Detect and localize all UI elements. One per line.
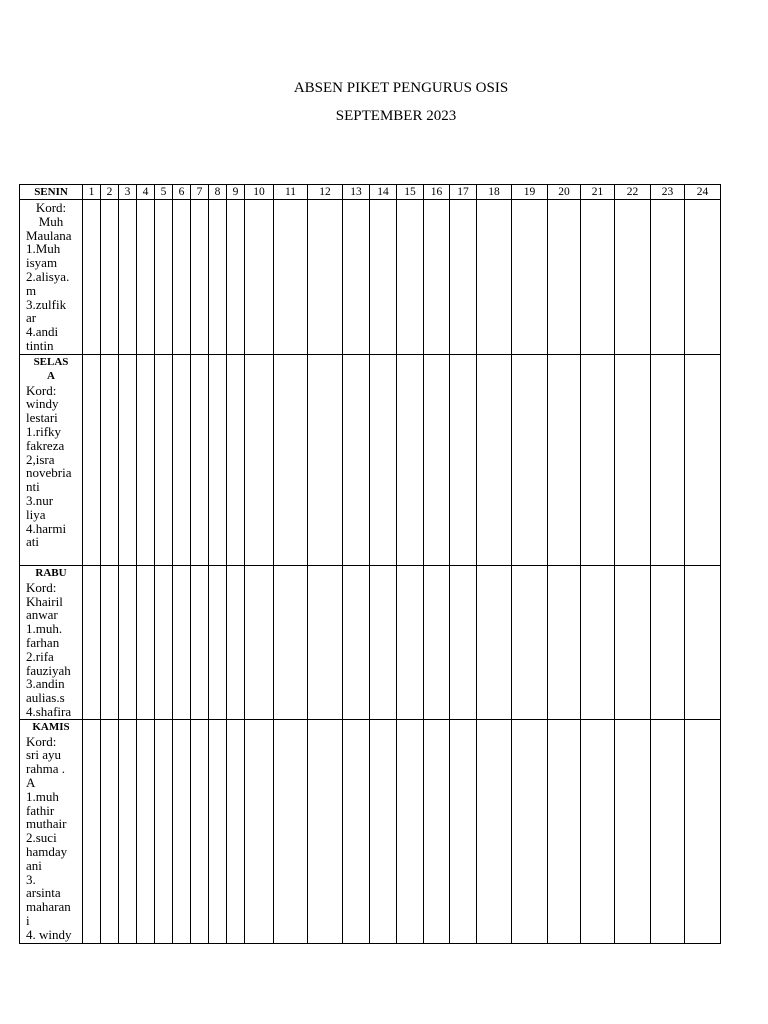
member-line: farhan [26, 634, 60, 650]
attendance-cell[interactable] [397, 566, 424, 720]
member-line: windy [26, 396, 59, 412]
column-header-10: 10 [245, 185, 274, 200]
day-cell [20, 355, 83, 566]
member-line: ani [26, 857, 42, 873]
attendance-cell[interactable] [477, 719, 512, 943]
day-row [20, 200, 721, 355]
member-line: 1.muh [26, 788, 59, 804]
member-line: ar [26, 310, 37, 326]
attendance-cell[interactable] [651, 200, 685, 355]
attendance-cell[interactable] [685, 719, 721, 943]
document-subtitle: SEPTEMBER 2023 [335, 108, 457, 124]
attendance-cell[interactable] [137, 355, 155, 566]
attendance-cell[interactable] [450, 566, 477, 720]
attendance-cell[interactable] [155, 200, 173, 355]
day-row [20, 355, 721, 566]
attendance-cell[interactable] [308, 355, 343, 566]
column-header-12: 12 [308, 185, 343, 200]
attendance-cell[interactable] [137, 566, 155, 720]
attendance-cell[interactable] [245, 200, 274, 355]
column-header-6: 6 [173, 185, 191, 200]
attendance-cell[interactable] [119, 719, 137, 943]
attendance-cell[interactable] [137, 200, 155, 355]
attendance-cell[interactable] [173, 200, 191, 355]
attendance-cell[interactable] [119, 566, 137, 720]
column-header-2: 2 [101, 185, 119, 200]
column-header-7: 7 [191, 185, 209, 200]
member-line: Muh [38, 213, 64, 229]
day-cell [20, 200, 83, 355]
member-line: hamday [26, 843, 68, 859]
member-line: m [26, 282, 37, 298]
attendance-cell[interactable] [101, 200, 119, 355]
column-header-14: 14 [370, 185, 397, 200]
member-line: 4. windy [26, 926, 72, 942]
attendance-cell[interactable] [137, 719, 155, 943]
attendance-cell[interactable] [424, 355, 450, 566]
column-header-15: 15 [397, 185, 424, 200]
attendance-cell[interactable] [685, 566, 721, 720]
attendance-cell[interactable] [173, 566, 191, 720]
attendance-cell[interactable] [548, 200, 581, 355]
member-line: 2.alisya. [26, 268, 70, 284]
member-line: 3.andin [26, 676, 65, 692]
member-line: A [26, 774, 36, 790]
column-header-1: 1 [83, 185, 101, 200]
member-line: novebria [26, 465, 72, 481]
attendance-cell[interactable] [512, 719, 548, 943]
member-line: tintin [26, 337, 54, 353]
attendance-cell[interactable] [548, 355, 581, 566]
column-header-19: 19 [512, 185, 548, 200]
attendance-cell[interactable] [119, 355, 137, 566]
attendance-cell[interactable] [173, 719, 191, 943]
column-header-20: 20 [548, 185, 581, 200]
attendance-cell[interactable] [370, 200, 397, 355]
column-header-4: 4 [137, 185, 155, 200]
attendance-cell[interactable] [424, 566, 450, 720]
member-line: anwar [26, 607, 58, 623]
day-name: SELASA [33, 356, 69, 382]
attendance-cell[interactable] [615, 719, 651, 943]
attendance-cell[interactable] [191, 355, 209, 566]
attendance-cell[interactable] [155, 719, 173, 943]
attendance-table [19, 184, 721, 944]
attendance-cell[interactable] [615, 566, 651, 720]
member-line: 4.harmi [26, 520, 67, 536]
column-header-23: 23 [651, 185, 685, 200]
attendance-cell[interactable] [397, 200, 424, 355]
member-line: 1.muh. [26, 621, 63, 637]
attendance-cell[interactable] [274, 719, 308, 943]
attendance-cell[interactable] [450, 200, 477, 355]
attendance-cell[interactable] [450, 355, 477, 566]
attendance-cell[interactable] [581, 719, 615, 943]
member-line: ati [26, 534, 39, 550]
column-header-22: 22 [615, 185, 651, 200]
day-row [20, 566, 721, 720]
attendance-cell[interactable] [274, 566, 308, 720]
attendance-cell[interactable] [308, 719, 343, 943]
member-line: aulias.s [26, 690, 65, 706]
attendance-cell[interactable] [343, 566, 370, 720]
attendance-cell[interactable] [245, 355, 274, 566]
attendance-cell[interactable] [548, 719, 581, 943]
attendance-cell[interactable] [308, 200, 343, 355]
column-header-21: 21 [581, 185, 615, 200]
attendance-cell[interactable] [245, 719, 274, 943]
column-header-24: 24 [685, 185, 721, 200]
member-line: Maulana [26, 227, 72, 243]
attendance-cell[interactable] [424, 200, 450, 355]
attendance-cell[interactable] [155, 566, 173, 720]
attendance-cell[interactable] [477, 566, 512, 720]
member-line: 4.shafira [26, 703, 72, 719]
attendance-cell[interactable] [308, 566, 343, 720]
attendance-cell[interactable] [227, 355, 245, 566]
attendance-cell[interactable] [209, 200, 227, 355]
koordinator-label: Kord: [26, 579, 57, 595]
attendance-cell[interactable] [155, 355, 173, 566]
member-line: 3.zulfik [26, 296, 67, 312]
attendance-cell[interactable] [397, 719, 424, 943]
attendance-cell[interactable] [424, 719, 450, 943]
attendance-cell[interactable] [209, 719, 227, 943]
attendance-cell[interactable] [83, 719, 101, 943]
member-line: 1.Muh [26, 241, 61, 257]
column-header-9: 9 [227, 185, 245, 200]
attendance-cell[interactable] [83, 355, 101, 566]
koordinator-label: Kord: [26, 733, 57, 749]
attendance-cell[interactable] [450, 719, 477, 943]
attendance-cell[interactable] [191, 200, 209, 355]
attendance-cell[interactable] [512, 566, 548, 720]
day-cell [20, 719, 83, 943]
attendance-cell[interactable] [370, 566, 397, 720]
member-line: isyam [26, 255, 58, 271]
column-header-8: 8 [209, 185, 227, 200]
member-line: muthair [26, 816, 67, 832]
koordinator-label: Kord: [26, 382, 57, 398]
column-header-5: 5 [155, 185, 173, 200]
attendance-cell[interactable] [173, 355, 191, 566]
attendance-cell[interactable] [343, 355, 370, 566]
column-header-3: 3 [119, 185, 137, 200]
attendance-cell[interactable] [101, 719, 119, 943]
member-line: Khairil [26, 593, 63, 609]
attendance-cell[interactable] [651, 719, 685, 943]
attendance-cell[interactable] [227, 566, 245, 720]
attendance-cell[interactable] [512, 355, 548, 566]
attendance-cell[interactable] [581, 200, 615, 355]
attendance-cell[interactable] [615, 200, 651, 355]
member-line: 2.suci [26, 830, 57, 846]
attendance-cell[interactable] [101, 355, 119, 566]
attendance-cell[interactable] [209, 355, 227, 566]
member-line: fathir [26, 802, 55, 818]
attendance-cell[interactable] [685, 200, 721, 355]
attendance-cell[interactable] [581, 355, 615, 566]
attendance-cell[interactable] [274, 200, 308, 355]
attendance-cell[interactable] [397, 355, 424, 566]
attendance-cell[interactable] [512, 200, 548, 355]
attendance-cell[interactable] [343, 200, 370, 355]
member-line: liya [26, 506, 46, 522]
attendance-cell[interactable] [343, 719, 370, 943]
attendance-cell[interactable] [477, 200, 512, 355]
day-name: KAMIS [32, 720, 70, 733]
member-line: sri ayu [26, 747, 62, 763]
attendance-cell[interactable] [370, 355, 397, 566]
attendance-cell[interactable] [615, 355, 651, 566]
member-line: 2,isra [26, 451, 55, 467]
header-day-cell: SENIN [20, 185, 83, 200]
column-header-16: 16 [424, 185, 450, 200]
member-line: lestari [26, 410, 58, 426]
attendance-cell[interactable] [191, 566, 209, 720]
member-line: 4.andi [26, 324, 59, 340]
header-row [20, 185, 721, 200]
day-name: RABU [35, 567, 67, 579]
attendance-cell[interactable] [83, 566, 101, 720]
attendance-cell[interactable] [227, 200, 245, 355]
member-line: i [26, 912, 30, 928]
attendance-cell[interactable] [274, 355, 308, 566]
attendance-cell[interactable] [209, 566, 227, 720]
day-cell [20, 566, 83, 720]
column-header-17: 17 [450, 185, 477, 200]
attendance-cell[interactable] [245, 566, 274, 720]
member-line: rahma . [26, 761, 65, 777]
attendance-cell[interactable] [651, 355, 685, 566]
column-header-13: 13 [343, 185, 370, 200]
member-line: 2.rifa [26, 648, 54, 664]
member-line: fauziyah [26, 662, 71, 678]
attendance-cell[interactable] [370, 719, 397, 943]
member-line: arsinta [26, 885, 61, 901]
attendance-cell[interactable] [477, 355, 512, 566]
document-title: ABSEN PIKET PENGURUS OSIS [293, 80, 509, 96]
member-line: 3.nur [26, 492, 54, 508]
attendance-cell[interactable] [651, 566, 685, 720]
attendance-cell[interactable] [685, 355, 721, 566]
day-row [20, 719, 721, 943]
attendance-cell[interactable] [83, 200, 101, 355]
attendance-cell[interactable] [581, 566, 615, 720]
column-header-18: 18 [477, 185, 512, 200]
attendance-cell[interactable] [119, 200, 137, 355]
column-header-11: 11 [274, 185, 308, 200]
member-line: 3. [26, 871, 36, 887]
member-line: maharan [26, 899, 71, 915]
attendance-cell[interactable] [227, 719, 245, 943]
attendance-cell[interactable] [548, 566, 581, 720]
attendance-cell[interactable] [101, 566, 119, 720]
member-line: nti [26, 479, 40, 495]
attendance-cell[interactable] [191, 719, 209, 943]
member-line: fakreza [26, 437, 65, 453]
koordinator-label: Kord: [35, 200, 67, 215]
member-line: 1.rifky [26, 423, 62, 439]
